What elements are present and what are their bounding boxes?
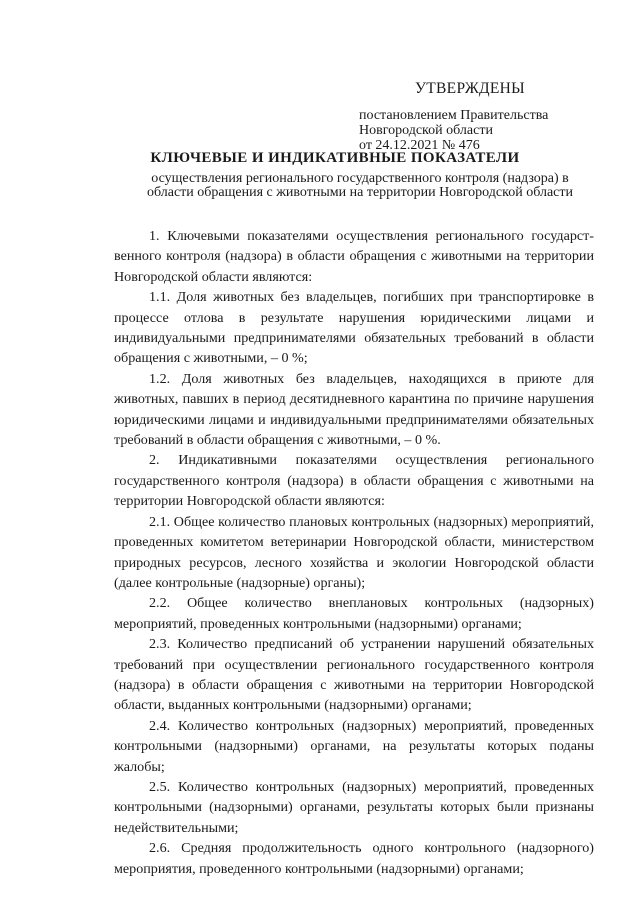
approval-line: Новгородской области — [359, 123, 493, 138]
paragraph-2-6: 2.6. Средняя продолжительность одного контрольного (надзорного) мероприятия, проведенного контрольными (надзорными) органами; — [114, 840, 594, 877]
paragraph-1-2: 1.2. Доля животных без владельцев, находящихся в приюте для животных, павших в период десятидневного карантина по причине нарушения юридическими лицами и индивидуальными предпринимателями обязательных требований в области обращения с животными, – 0 %. — [114, 370, 594, 449]
paragraph-2: 2. Индикативными показателями осуществления регионального государственного контроля (надзора) в области обращения с животными на территории Новгородской области являются: — [114, 452, 594, 510]
document-subtitle — [100, 172, 620, 200]
paragraph-1: 1. Ключевыми показателями осуществления регионального государст-венного контроля (надзора) в области обращения с животными на территории Новгородской области являются: — [114, 228, 594, 285]
paragraph-2-3: 2.3. Количество предписаний об устранении нарушений обязательных требований при осуществлении регионального государственного контроля (надзора) в области обращения с животными на территории Новгородской области, выданных контрольными (надзорными) органами; — [114, 636, 594, 714]
paragraph-2-2: 2.2. Общее количество внеплановых контрольных (надзорных) мероприятий, проведенных контрольными (надзорными) органами; — [114, 595, 594, 632]
subtitle-line: области обращения с животными на территории Новгородской области — [146, 185, 573, 200]
approval-line: постановлением Правительства — [359, 108, 549, 123]
paragraph-2-4: 2.4. Количество контрольных (надзорных) мероприятий, проведенных контрольными (надзорными) органами, на результаты которых поданы жалобы; — [114, 717, 594, 775]
approval-date-number: от 24.12.2021 № 476 — [359, 138, 480, 153]
paragraph-2-1: 2.1. Общее количество плановых контрольных (надзорных) мероприятий, проведенных комитетом ветеринарии Новгородской области, министерством природных ресурсов, лесного хозяйства и экологии Новгородской области (далее контрольные (надзорные) органы); — [114, 513, 594, 591]
document-body — [114, 226, 594, 879]
approval-stamp: УТВЕРЖДЕНЫ — [415, 80, 525, 97]
paragraph-1-1: 1.1. Доля животных без владельцев, погибших при транспортировке в процессе отлова в результате нарушения юридическими лицами и индивидуальными предпринимателями обязательных требований в области обращения с животными, – 0 %; — [114, 289, 594, 367]
approval-block — [359, 80, 599, 153]
subtitle-line: осуществления регионального государственного контроля (надзора) в — [151, 171, 569, 186]
paragraph-2-5: 2.5. Количество контрольных (надзорных) мероприятий, проведенных контрольными (надзорными) органами, результаты которых были признаны недействительными; — [114, 778, 594, 836]
document-title: КЛЮЧЕВЫЕ И ИНДИКАТИВНЫЕ ПОКАЗАТЕЛИ — [150, 150, 520, 166]
